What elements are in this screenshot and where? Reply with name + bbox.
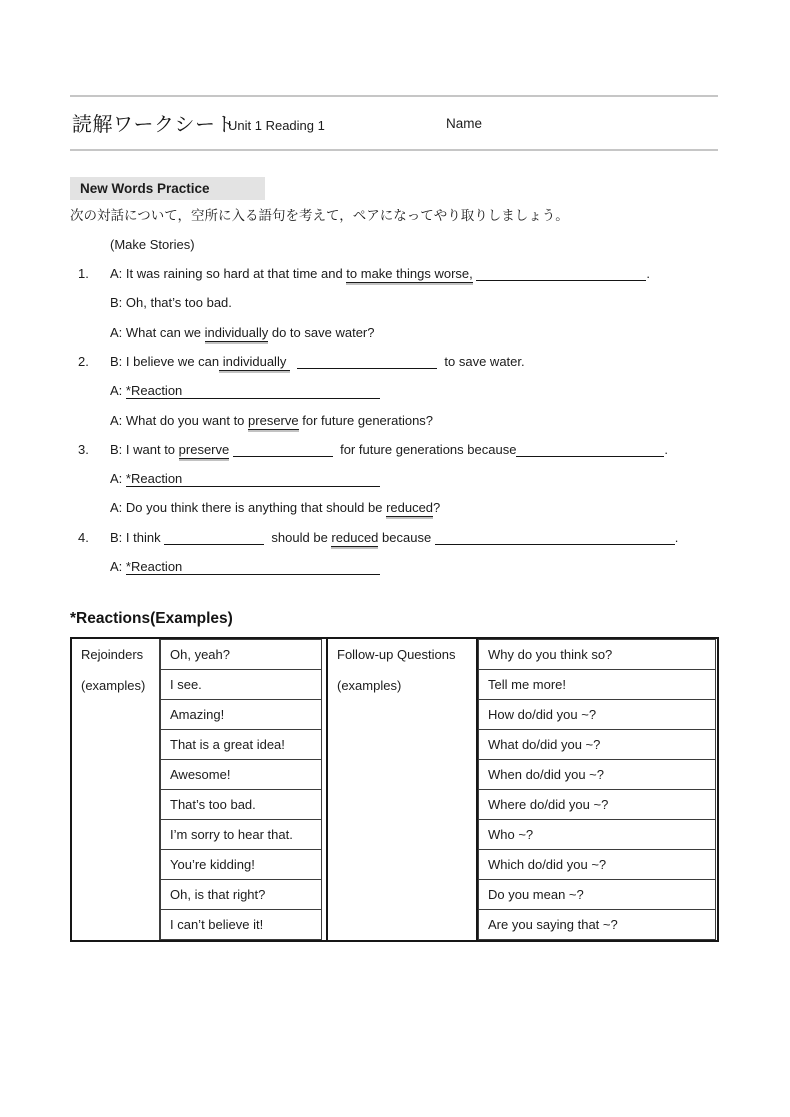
followup-cell: Do you mean ~? [478, 879, 716, 910]
underlined-word: individually [204, 325, 269, 340]
followup-cell: Which do/did you ~? [478, 849, 716, 880]
underlined-word: to make things worse, [346, 266, 473, 281]
fill-in-blank [476, 268, 646, 281]
dialogue-text: A: *Reaction [110, 471, 380, 487]
rejoinder-cell: I see. [160, 669, 322, 700]
underlined-word: preserve [248, 413, 299, 428]
dialogue-text: B: I want to preserve for future generations because . [110, 442, 669, 457]
underlined-word: preserve [178, 442, 230, 457]
fill-in-blank [233, 444, 333, 457]
dialogue-text: A: Do you think there is anything that should be reduced? [110, 500, 441, 515]
fill-in-blank [164, 532, 264, 545]
followup-cell: What do/did you ~? [478, 729, 716, 760]
rejoinder-cell: Awesome! [160, 759, 322, 790]
followup-cell: Tell me more! [478, 669, 716, 700]
make-stories-label: (Make Stories) [110, 237, 195, 252]
reactions-table [70, 637, 719, 942]
dialogue-line [70, 266, 730, 281]
rejoinders-label: Rejoinders [81, 647, 144, 662]
rejoinder-cell: Oh, yeah? [160, 639, 322, 670]
followup-label: Follow-up Questions [337, 647, 456, 662]
followup-cell: Where do/did you ~? [478, 789, 716, 820]
underlined-word: individually [219, 354, 290, 369]
followup-cell: Are you saying that ~? [478, 909, 716, 940]
reactions-heading: *Reactions(Examples) [70, 610, 233, 627]
rejoinder-cell: I’m sorry to hear that. [160, 819, 322, 850]
rejoinders-label-cell [72, 639, 160, 940]
dialogue-line [70, 559, 730, 575]
unit-label: Unit 1 Reading 1 [228, 118, 325, 133]
rejoinder-cell: I can’t believe it! [160, 909, 322, 940]
underlined-word: reduced [386, 500, 434, 515]
rejoinder-cell: You’re kidding! [160, 849, 322, 880]
reaction-blank: *Reaction [126, 559, 380, 575]
dialogue-text: B: Oh, that’s too bad. [110, 295, 232, 310]
dialogue-text: A: *Reaction [110, 383, 380, 399]
dialogue-line [70, 354, 730, 369]
fill-in-blank [516, 444, 664, 457]
followup-label-cell [326, 639, 478, 940]
dialogue-line [70, 325, 730, 340]
dialogue-text: B: I believe we can individually to save water. [110, 354, 525, 369]
rejoinder-items [160, 639, 326, 940]
dialogue-line [70, 295, 730, 310]
item-number: 1. [78, 266, 89, 281]
header-rule-bottom [70, 149, 718, 151]
dialogue-text: A: What do you want to preserve for future generations? [110, 413, 434, 428]
followup-items [478, 639, 717, 940]
reaction-blank: *Reaction [126, 471, 380, 487]
dialogue-line [70, 500, 730, 515]
dialogue-text: B: I think should be reduced because . [110, 530, 679, 545]
rejoinder-cell: That is a great idea! [160, 729, 322, 760]
fill-in-blank [297, 356, 437, 369]
rejoinders-examples-label: (examples) [81, 678, 146, 693]
underlined-word: reduced [331, 530, 379, 545]
dialogue-line [70, 383, 730, 399]
followup-cell: Why do you think so? [478, 639, 716, 670]
dialogue-text: A: *Reaction [110, 559, 380, 575]
dialogue-line [70, 530, 730, 545]
rejoinder-cell: That’s too bad. [160, 789, 322, 820]
reaction-blank: *Reaction [126, 383, 380, 399]
header-rule-top [70, 95, 718, 97]
instruction-text: 次の対話について，空所に入る語句を考えて，ペアになってやり取りしましょう。 [70, 208, 569, 223]
followup-examples-label: (examples) [337, 678, 402, 693]
name-label: Name [446, 116, 483, 131]
dialogue-line [70, 413, 730, 428]
section-badge: New Words Practice [70, 177, 265, 200]
followup-cell: How do/did you ~? [478, 699, 716, 730]
rejoinder-cell: Oh, is that right? [160, 879, 322, 910]
item-number: 3. [78, 442, 89, 457]
dialogue-text: A: What can we individually do to save water? [110, 325, 375, 340]
dialogue-line [70, 471, 730, 487]
rejoinder-cell: Amazing! [160, 699, 322, 730]
page-title: 読解ワークシート [72, 114, 236, 136]
followup-cell: When do/did you ~? [478, 759, 716, 790]
followup-cell: Who ~? [478, 819, 716, 850]
dialogue-text: A: It was raining so hard at that time and to make things worse, . [110, 266, 650, 281]
item-number: 2. [78, 354, 89, 369]
item-number: 4. [78, 530, 89, 545]
fill-in-blank [435, 532, 675, 545]
dialogue-line [70, 442, 730, 457]
